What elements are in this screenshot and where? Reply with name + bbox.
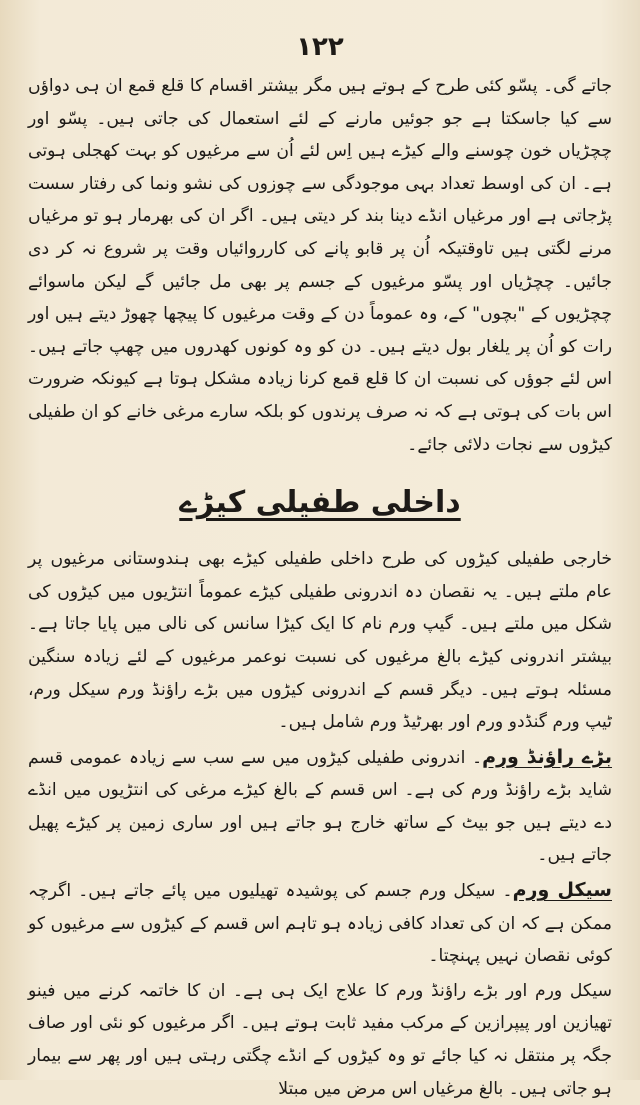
term-large-roundworm: بڑے راؤنڈ ورم (482, 745, 613, 768)
page-content (28, 70, 612, 1105)
caecal-worm-text: ۔ سیکل ورم جسم کی پوشیدہ تھیلیوں میں پائے جاتے ہیں۔ اگرچہ ممکن ہے کہ ان کی تعداد کافی زیادہ ہو تاہم اس قسم کے کیڑوں سے مرغیوں کو کوئی نقصان نہیں پہنچتا۔ (28, 881, 612, 967)
paragraph-internal-parasites: خارجی طفیلی کیڑوں کی طرح داخلی طفیلی کیڑے بھی ہندوستانی مرغیوں پر عام ملتے ہیں۔ یہ نقصان دہ اندرونی طفیلی کیڑے عموماً انتڑیوں میں کیڑوں کی شکل میں ملتے ہیں۔ گیپ ورم نام کا ایک کیڑا سانس کی نالی میں پایا جاتا ہے۔ بیشتر اندرونی کیڑے بالغ مرغیوں کی نسبت نوعمر مرغیوں کے لئے زیادہ سنگین مسئلہ ہوتے ہیں۔ دیگر قسم کے اندرونی کیڑوں میں بڑے راؤنڈ ورم سیکل ورم، ٹیپ ورم گنڈدو ورم اور بھرٹیڈ ورم شامل ہیں۔ (28, 549, 612, 733)
paragraph-treatment: سیکل ورم اور بڑے راؤنڈ ورم کا علاج ایک ہی ہے۔ ان کا خاتمہ کرنے میں فینو تھیازین اور پیپرازین کے مرکب مفید ثابت ہوتے ہیں۔ اگر مرغیوں کو نئی اور صاف جگہ پر منتقل نہ کیا جائے تو وہ کیڑوں کے انڈے چگتی رہتی ہیں اور پھر سے بیمار ہو جاتی ہیں۔ بالغ مرغیاں اس مرض میں مبتلا (28, 980, 612, 1099)
term-caecal-worm: سیکل ورم (512, 879, 612, 902)
paragraph-large-roundworm (28, 741, 612, 872)
page-number: ۱۲۲ (296, 32, 344, 62)
large-roundworm-text: ۔ اندرونی طفیلی کیڑوں میں سے سب سے زیادہ عمومی قسم شاید بڑے راؤنڈ ورم کی ہے۔ اس قسم کے بالغ کیڑے مرغی کی انتڑیوں میں انڈے دے دیتے ہیں جو بیٹ کے ساتھ خارج ہو جاتے ہیں اور ساری زمین پر کیڑے پھیل جاتے ہیں۔ (28, 747, 612, 866)
intro-paragraph: جاتے گی۔ پسّو کئی طرح کے ہوتے ہیں مگر بیشتر اقسام کا قلع قمع ان ہی دواؤں سے کیا جاسکتا ہے جو جوئیں مارنے کے لئے استعمال کی جاتی ہیں۔ پسّو اور چچڑیاں خون چوسنے والے کیڑے ہیں اِس لئے اُن سے مرغیوں کو بہت کھجلی ہوتی ہے۔ ان کی اوسط تعداد بہی موجودگی سے چوزوں کی نشو ونما کی رفتار سست پڑجاتی ہے اور مرغیاں انڈے دینا بند کر دیتی ہیں۔ اگر ان کی بھرمار ہو تو مرغیاں مرنے لگتی ہیں تاوقتیکہ اُن پر قابو پانے کی کارروائیاں وقت پر شروع نہ کر دی جائیں۔ چچڑیاں اور پسّو مرغیوں کے جسم پر بھی مل جائیں گے لیکن ماسوائے چچڑیوں کے "بچوں" کے، وہ عموماً دن کے وقت مرغیوں کا پیچھا چھوڑ دیتے ہیں اور رات کو اُن پر یلغار بول دیتے ہیں۔ دن کو وہ کونوں کھدروں میں چھپ جاتے ہیں۔ اس لئے جوؤں کی نسبت ان کا قلع قمع کرنا زیادہ مشکل ہوتا ہے کیونکہ ضرورت اس بات کی ہوتی ہے کہ نہ صرف پرندوں کو بلکہ سارے مرغی خانے کو ان طفیلی کیڑوں سے نجات دلائی جائے۔ (28, 76, 612, 455)
section-heading: داخلی طفیلی کیڑے (179, 485, 461, 521)
paragraph-caecal-worm (28, 874, 612, 973)
